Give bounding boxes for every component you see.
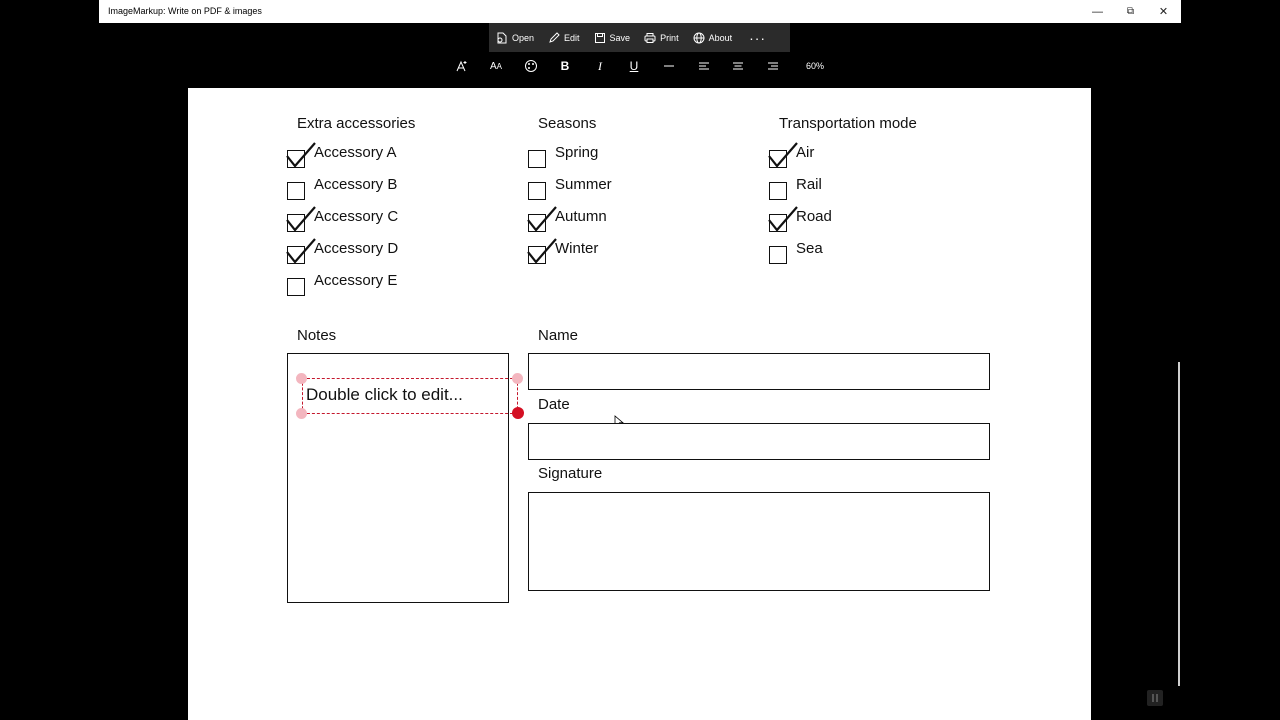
edit-button[interactable]: [541, 23, 587, 52]
checkbox-label: Accessory A: [314, 144, 397, 161]
checkmark-icon: [286, 238, 316, 266]
checkbox-label: Sea: [796, 240, 823, 257]
align-center-button[interactable]: [727, 55, 749, 77]
print-label: Print: [660, 32, 679, 43]
checkbox-unchecked[interactable]: [287, 182, 305, 200]
signature-label: Signature: [538, 465, 603, 482]
font-size-small-label: A: [496, 61, 502, 71]
checkmark-icon: [768, 206, 798, 234]
document-page[interactable]: [188, 88, 1091, 720]
pencil-icon: [548, 32, 560, 44]
name-field[interactable]: [528, 353, 990, 390]
line-button[interactable]: [658, 55, 680, 77]
close-button[interactable]: ✕: [1158, 6, 1169, 18]
save-button[interactable]: [587, 23, 638, 52]
checkbox-label: Rail: [796, 176, 822, 193]
bold-button[interactable]: B: [560, 59, 570, 73]
edit-label: Edit: [564, 32, 580, 43]
palette-icon: [524, 59, 538, 73]
app-window: [99, 0, 1181, 720]
vertical-scrollbar[interactable]: [1178, 362, 1180, 686]
save-icon: [594, 32, 606, 44]
about-button[interactable]: [686, 23, 740, 52]
underline-button[interactable]: U: [629, 59, 639, 73]
window-title: ImageMarkup: Write on PDF & images: [108, 6, 262, 16]
checkbox-unchecked[interactable]: [287, 278, 305, 296]
font-size-small-icon: [455, 59, 469, 73]
group-title: Transportation mode: [779, 115, 917, 132]
checkmark-icon: [527, 206, 557, 234]
font-size-large-label: A: [489, 60, 497, 72]
checkbox-unchecked[interactable]: [769, 182, 787, 200]
minimize-button[interactable]: —: [1092, 5, 1103, 18]
checkmark-icon: [286, 142, 316, 170]
color-button[interactable]: [520, 55, 542, 77]
align-left-button[interactable]: [693, 55, 715, 77]
group-title: Seasons: [538, 115, 597, 132]
print-button[interactable]: [637, 23, 686, 52]
align-center-icon: [731, 59, 745, 73]
pause-icon: [1147, 690, 1163, 706]
printer-icon: [644, 32, 656, 44]
main-toolbar: [489, 23, 790, 52]
checkbox-label: Autumn: [555, 208, 607, 225]
checkbox-label: Accessory B: [314, 176, 398, 193]
checkbox-label: Accessory C: [314, 208, 399, 225]
font-size-decrease-button[interactable]: [451, 55, 473, 77]
title-bar: [99, 0, 1181, 23]
name-label: Name: [538, 327, 579, 344]
align-right-button[interactable]: [762, 55, 784, 77]
checkbox-label: Air: [796, 144, 815, 161]
open-label: Open: [512, 32, 535, 43]
notes-text-box[interactable]: Double click to edit...: [302, 378, 518, 414]
save-label: Save: [609, 32, 631, 43]
checkbox-label: Summer: [555, 176, 612, 193]
checkbox-unchecked[interactable]: [769, 246, 787, 264]
align-left-icon: [697, 59, 711, 73]
about-label: About: [708, 32, 733, 43]
restore-button[interactable]: ⧉: [1126, 6, 1135, 17]
checkbox-label: Accessory E: [314, 272, 398, 289]
checkbox-label: Winter: [555, 240, 599, 257]
date-label: Date: [538, 396, 570, 413]
checkbox-unchecked[interactable]: [528, 150, 546, 168]
resize-handle-bottom-right[interactable]: [512, 407, 524, 419]
checkbox-label: Accessory D: [314, 240, 399, 257]
horizontal-line-icon: [662, 59, 676, 73]
align-right-icon: [766, 59, 780, 73]
group-title: Extra accessories: [297, 115, 416, 132]
checkmark-icon: [286, 206, 316, 234]
checkbox-unchecked[interactable]: [528, 182, 546, 200]
signature-field[interactable]: [528, 492, 990, 591]
font-size-button[interactable]: [485, 55, 507, 77]
checkmark-icon: [527, 238, 557, 266]
zoom-level[interactable]: 60%: [806, 61, 825, 71]
checkmark-icon: [768, 142, 798, 170]
date-field[interactable]: [528, 423, 990, 460]
open-icon: [496, 32, 508, 44]
more-button[interactable]: ···: [749, 29, 767, 46]
open-button[interactable]: [489, 23, 541, 52]
checkbox-label: Spring: [555, 144, 599, 161]
resize-handle-top-left[interactable]: [296, 373, 307, 384]
italic-button[interactable]: I: [598, 58, 602, 73]
resize-handle-bottom-left[interactable]: [296, 408, 307, 419]
globe-icon: [693, 32, 705, 44]
resize-handle-top-right[interactable]: [512, 373, 523, 384]
notes-label: Notes: [297, 327, 337, 344]
checkbox-label: Road: [796, 208, 832, 225]
